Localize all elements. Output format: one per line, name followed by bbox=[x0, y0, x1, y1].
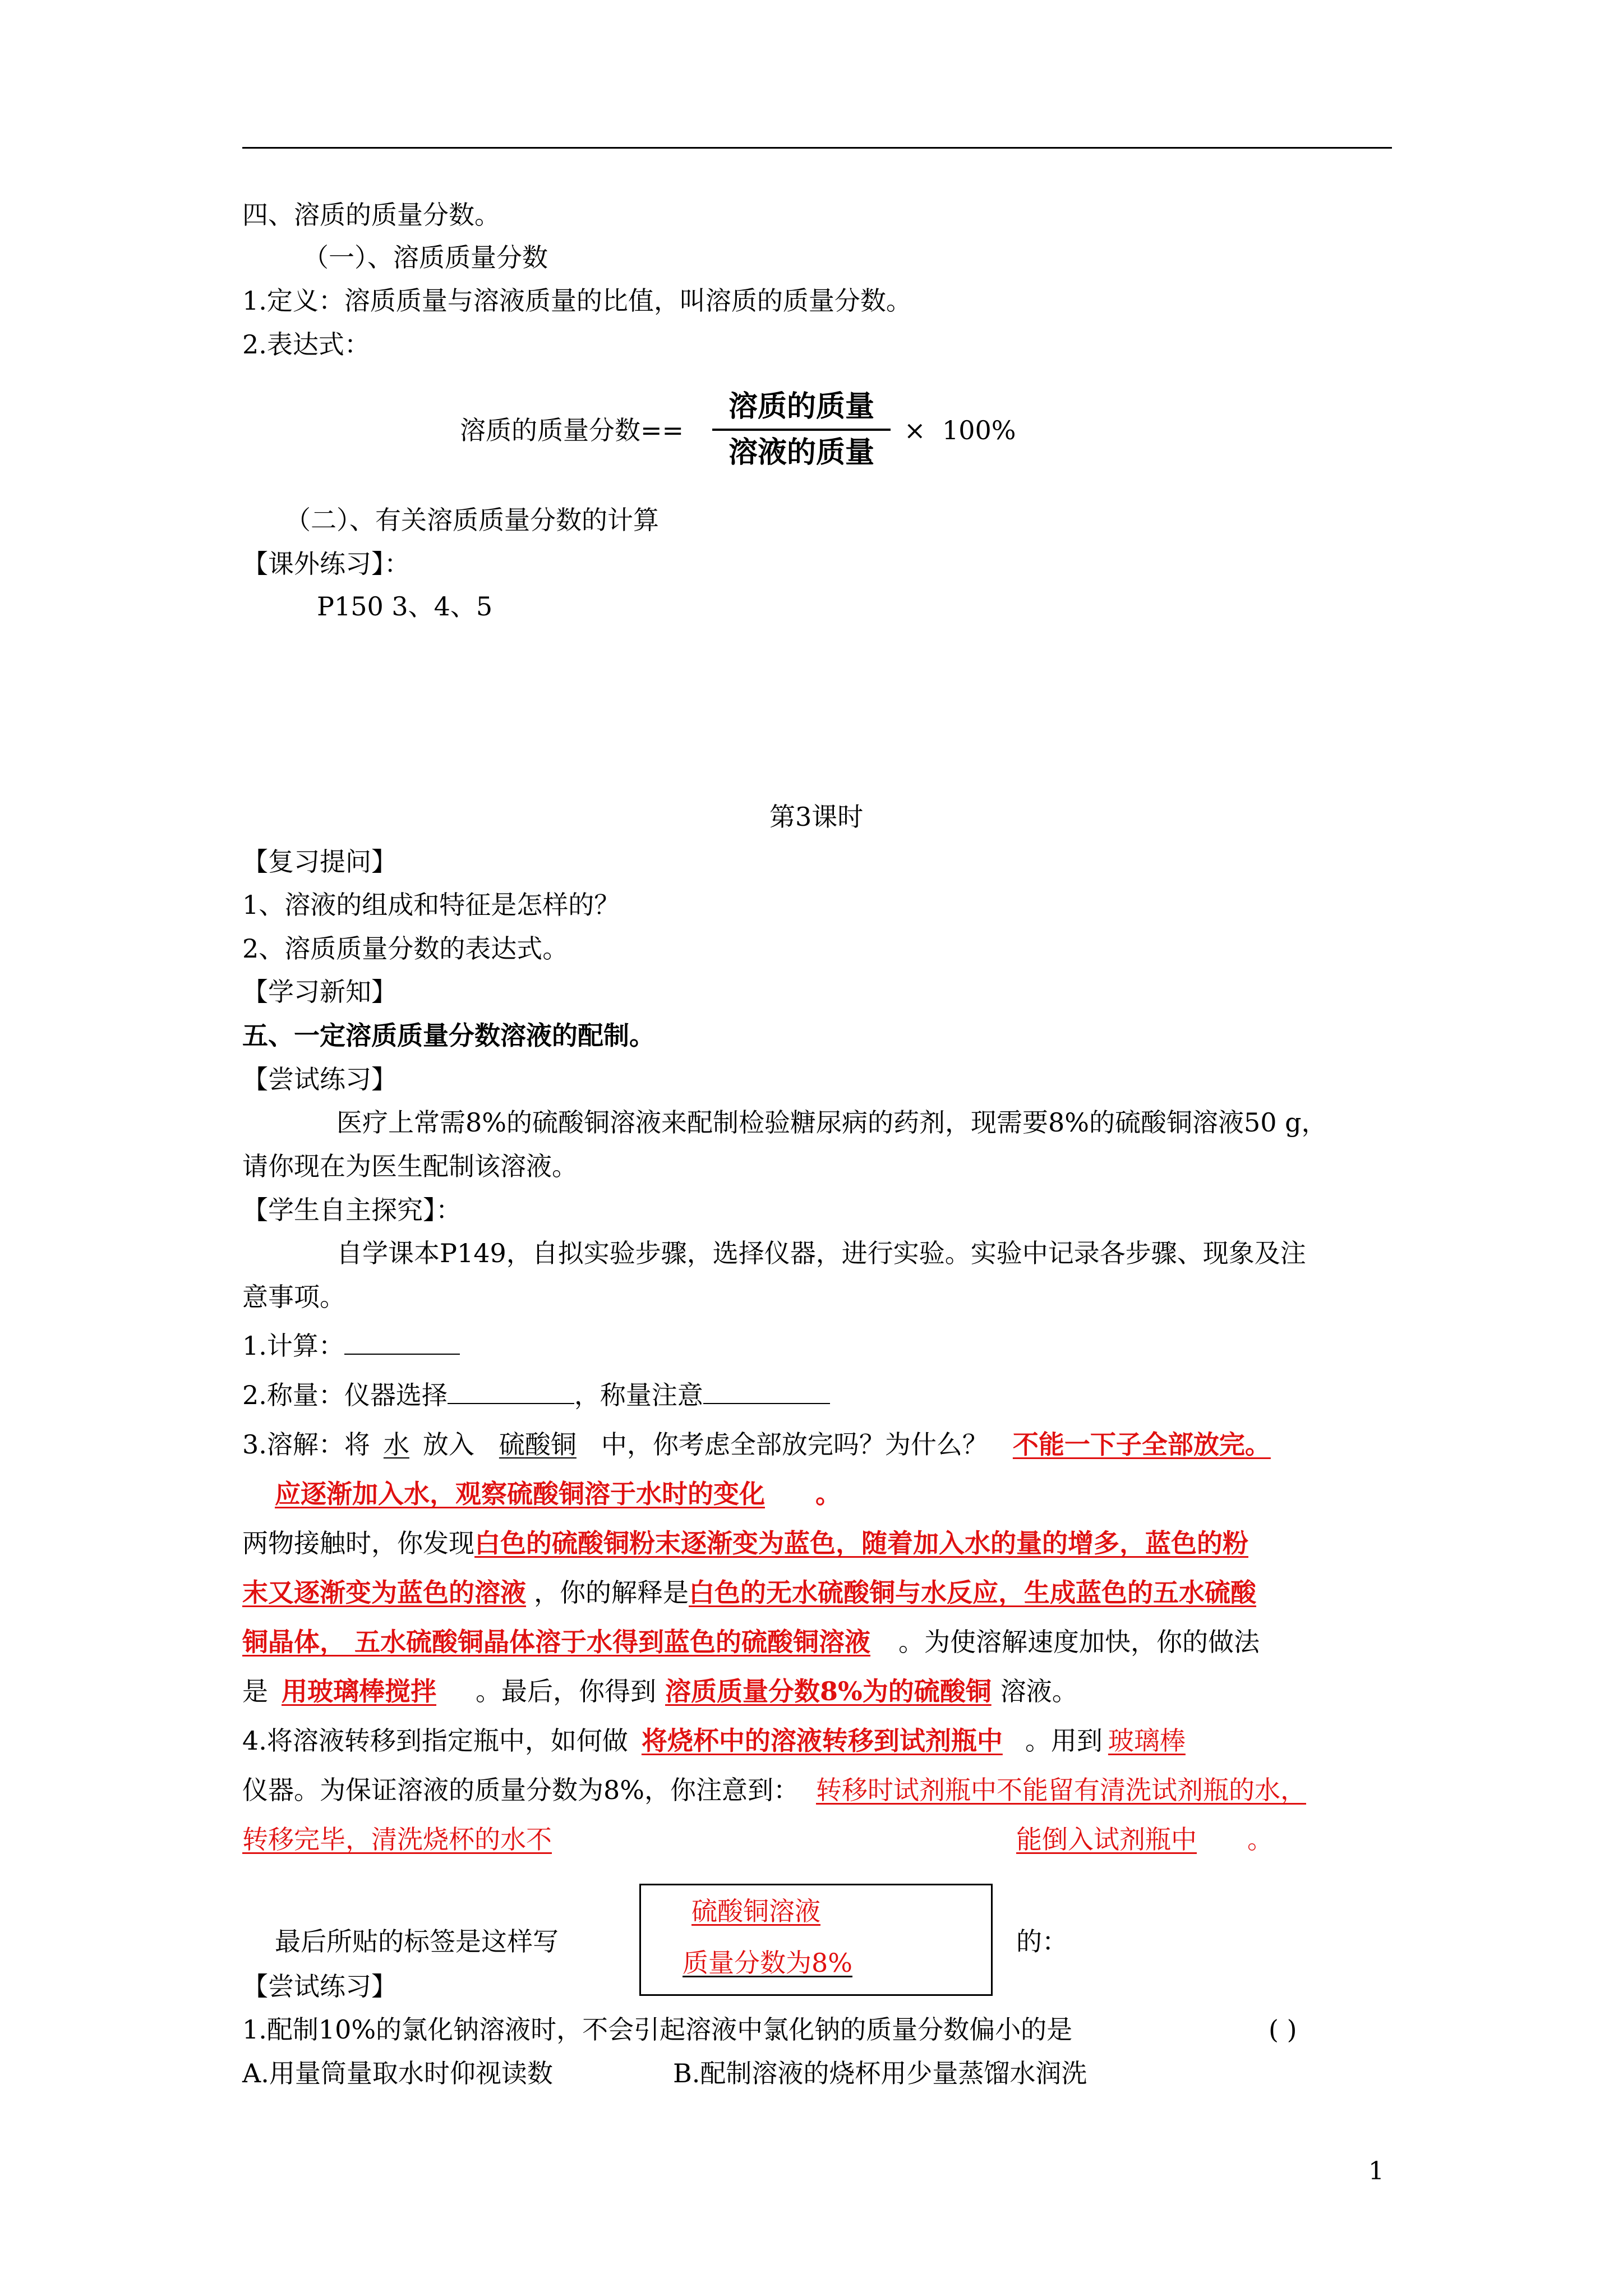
formula-percent: 100% bbox=[942, 415, 1016, 445]
label-line-2: 质量分数为8% bbox=[683, 1948, 852, 1978]
try-practice-text-2: 请你现在为医生配制该溶液。 bbox=[242, 1151, 578, 1181]
formula-fraction bbox=[712, 387, 891, 472]
formula-denominator: 溶液的质量 bbox=[728, 436, 874, 470]
review-title: 【复习提问】 bbox=[242, 846, 397, 877]
reagent-label-box bbox=[639, 1884, 993, 1996]
formula-lhs: 溶质的质量分数== bbox=[460, 415, 684, 445]
instrument-blank bbox=[448, 1378, 574, 1404]
explain-line-2: 铜晶体， 五水硫酸铜晶体溶于水得到蓝色的硫酸铜溶液 。为使溶解速度加快，你的做法 bbox=[242, 1627, 1260, 1657]
step-4-line-2: 仪器。为保证溶液的质量分数为8%，你注意到： 转移时试剂瓶中不能留有清洗试剂瓶的水， bbox=[242, 1775, 1306, 1805]
step-4-line: 4.将溶液转移到指定瓶中，如何做 将烧杯中的溶液转移到试剂瓶中 。用到 玻璃棒 bbox=[242, 1726, 1186, 1756]
explore-text-2: 意事项。 bbox=[242, 1282, 345, 1312]
weighing-note-blank bbox=[703, 1378, 830, 1404]
explore-title: 【学生自主探究】： bbox=[242, 1195, 462, 1225]
fraction-bar bbox=[712, 429, 891, 431]
homework-items: P150 3、4、5 bbox=[317, 591, 493, 622]
step-2-line: 2.称量：仪器选择 ，称量注意 bbox=[242, 1378, 830, 1412]
section-heading: 四、溶质的质量分数。 bbox=[242, 200, 500, 230]
answer-bracket: ( ) bbox=[1269, 2014, 1297, 2045]
label-line-1: 硫酸铜溶液 bbox=[691, 1896, 820, 1926]
explore-text-1: 自学课本P149，自拟实验步骤，选择仪器，进行实验。实验中记录各步骤、现象及注 bbox=[336, 1238, 1306, 1268]
final-line: 是 用玻璃棒搅拌 。最后，你得到 溶质质量分数8%为的硫酸铜 溶液。 bbox=[242, 1676, 1078, 1706]
step-3-line: 3.溶解：将 水 放入 硫酸铜 中，你考虑全部放完吗？为什么？ 不能一下子全部放完。 bbox=[242, 1429, 1271, 1460]
review-question-1: 1、溶液的组成和特征是怎样的？ bbox=[242, 890, 620, 920]
page-number: 1 bbox=[1368, 2157, 1384, 2185]
lesson-title: 第3课时 bbox=[769, 802, 864, 832]
option-b: B.配制溶液的烧杯用少量蒸馏水润洗 bbox=[673, 2058, 1087, 2088]
calc-blank bbox=[344, 1329, 460, 1355]
try-practice-text-1: 医疗上常需8%的硫酸铜溶液来配制检验糖尿病的药剂，现需要8%的硫酸铜溶液50 g， bbox=[336, 1107, 1327, 1138]
new-knowledge-title: 【学习新知】 bbox=[242, 977, 397, 1007]
try-practice-title: 【尝试练习】 bbox=[242, 1064, 397, 1094]
contact-line-2: 末又逐渐变为蓝色的溶液 ，你的解释是白色的无水硫酸铜与水反应，生成蓝色的五水硫酸 bbox=[242, 1577, 1256, 1608]
header-rule bbox=[242, 147, 1392, 149]
step-4-note-3: 能倒入试剂瓶中 。 bbox=[1016, 1824, 1273, 1855]
exercise-title: 【尝试练习】 bbox=[242, 1971, 397, 2001]
exercise-question-1: 1.配制10%的氯化钠溶液时，不会引起溶液中氯化钠的质量分数偏小的是 bbox=[242, 2014, 1073, 2045]
step-1-line: 1.计算： bbox=[242, 1328, 460, 1363]
section5-heading: 五、一定溶质质量分数溶液的配制。 bbox=[242, 1020, 655, 1051]
formula-numerator: 溶质的质量 bbox=[728, 390, 874, 424]
option-a: A.用量筒量取水时仰视读数 bbox=[242, 2058, 553, 2088]
definition-text: 1.定义：溶质质量与溶液质量的比值，叫溶质的质量分数。 bbox=[242, 286, 912, 316]
formula-times: × bbox=[904, 415, 926, 445]
homework-title: 【课外练习】： bbox=[242, 549, 410, 579]
contact-line-1: 两物接触时，你发现白色的硫酸铜粉末逐渐变为蓝色，随着加入水的量的增多，蓝色的粉 bbox=[242, 1528, 1248, 1558]
expression-label: 2.表达式： bbox=[242, 329, 370, 360]
subsection-heading-2: （二）、有关溶质质量分数的计算 bbox=[285, 505, 659, 535]
review-question-2: 2、溶质质量分数的表达式。 bbox=[242, 933, 569, 964]
label-outro: 的： bbox=[1016, 1926, 1068, 1957]
step-3-answer-2: 应逐渐加入水，观察硫酸铜溶于水时的变化 。 bbox=[275, 1479, 841, 1509]
step-4-note-2: 转移完毕，清洗烧杯的水不 bbox=[242, 1824, 552, 1855]
subsection-heading: （一）、溶质质量分数 bbox=[303, 242, 548, 273]
label-intro: 最后所贴的标签是这样写 bbox=[275, 1926, 559, 1957]
